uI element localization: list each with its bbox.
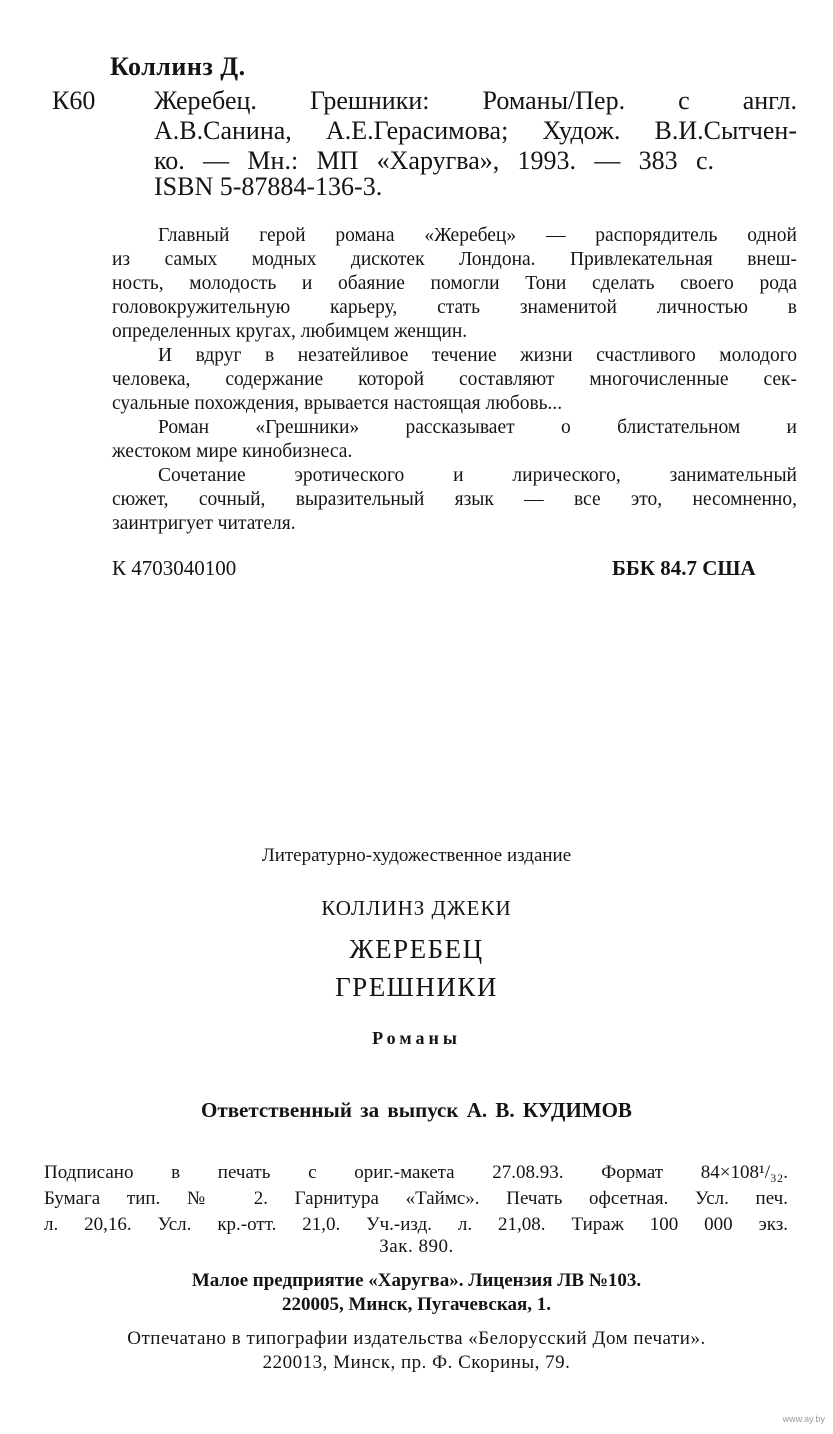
publisher-address: 220005, Минск, Пугачевская, 1.	[281, 1294, 552, 1315]
annotation-line: Роман «Грешники» рассказывает о блистательном и	[158, 417, 797, 438]
responsible-editor: Ответственный за выпуск А. В. КУДИМОВ	[201, 1098, 632, 1122]
bbk-code: ББК 84.7 США	[612, 556, 756, 580]
book-title-1: ЖЕРЕБЕЦ	[349, 934, 484, 964]
isbn: ISBN 5-87884-136-3.	[154, 172, 383, 201]
annotation-line: Сочетание эротического и лирического, занимательный	[158, 465, 797, 486]
annotation-line: человека, содержание которой составляют многочисленные сек-	[112, 369, 797, 390]
bib-line: А.В.Санина, А.Е.Герасимова; Худож. В.И.Сытчен-	[154, 116, 797, 145]
signed-line: л. 20,16. Усл. кр.-отт. 21,0. Уч.-изд. л. 21,08. Тираж 100 000 экз.	[44, 1214, 788, 1235]
watermark: www.ay.by	[782, 1414, 825, 1424]
catalog-code: К60	[52, 86, 96, 115]
signed-line: Бумага тип. № 2. Гарнитура «Таймс». Печать офсетная. Усл. печ.	[44, 1188, 788, 1209]
annotation-line: И вдруг в незатейливое течение жизни счастливого молодого	[158, 345, 797, 366]
k-code: К 4703040100	[112, 556, 237, 580]
order-number: Зак. 890.	[379, 1236, 454, 1257]
printer-line: Отпечатано в типографии издательства «Белорусский Дом печати».	[127, 1328, 706, 1349]
author-full: КОЛЛИНЗ ДЖЕКИ	[321, 896, 512, 920]
printer-address: 220013, Минск, пр. Ф. Скорины, 79.	[262, 1352, 571, 1373]
annotation-line: головокружительную карьеру, стать знаменитой личностью в	[112, 297, 797, 318]
annotation-line: сюжет, сочный, выразительный язык — все это, несомненно,	[112, 489, 797, 510]
publisher-line: Малое предприятие «Харугва». Лицензия ЛВ №103.	[191, 1270, 642, 1291]
bib-line: Жеребец. Грешники: Романы/Пер. с англ.	[154, 86, 797, 115]
annotation-line: определенных кругах, любимцем женщин.	[112, 321, 468, 342]
bib-line: ко. — Мн.: МП «Харугва», 1993. — 383 с.	[154, 146, 714, 175]
author-heading: Коллинз Д.	[110, 52, 246, 81]
annotation-line: жестоком мире кинобизнеса.	[112, 441, 353, 462]
book-title-2: ГРЕШНИКИ	[335, 972, 498, 1002]
edition-type: Литературно-художественное издание	[261, 845, 572, 866]
annotation-line: суальные похождения, врывается настоящая любовь...	[112, 393, 563, 414]
annotation-line: ность, молодость и обаяние помогли Тони сделать своего рода	[112, 273, 797, 294]
genre-label: Романы	[372, 1028, 461, 1048]
annotation-line: Главный герой романа «Жеребец» — распорядитель одной	[158, 225, 797, 246]
signed-line: Подписано в печать с ориг.-макета 27.08.93. Формат 84×108¹/₃₂.	[44, 1162, 788, 1183]
annotation-line: из самых модных дискотек Лондона. Привлекательная внеш-	[112, 249, 797, 270]
annotation-line: заинтригует читателя.	[112, 513, 296, 534]
